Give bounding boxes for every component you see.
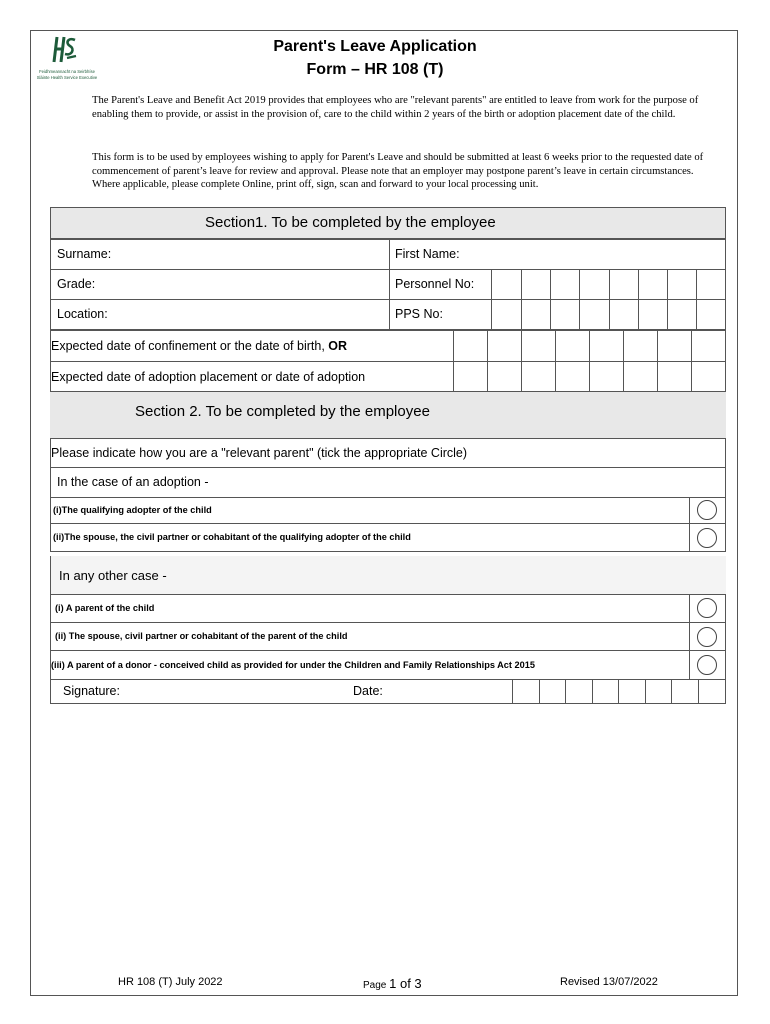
adoption-option-2-row <box>50 523 726 552</box>
confinement-date-input[interactable] <box>453 331 725 361</box>
other-option-1-radio[interactable] <box>697 598 717 618</box>
date-label: Date: <box>353 684 383 698</box>
surname-label: Surname: <box>57 247 112 261</box>
other-option-2-label: (ii) The spouse, civil partner or cohabitant of the parent of the child <box>55 631 348 641</box>
date-input[interactable] <box>512 680 724 703</box>
adoption-option-1-label: (i)The qualifying adopter of the child <box>53 505 212 515</box>
other-option-1-row <box>50 594 726 623</box>
first-name-label: First Name: <box>395 247 460 261</box>
other-option-3-radio[interactable] <box>697 655 717 675</box>
adoption-option-2-radio[interactable] <box>697 528 717 548</box>
confinement-date-label: Expected date of confinement or the date of birth, OR <box>51 339 348 353</box>
adoption-date-label: Expected date of adoption placement or date of adoption <box>51 370 366 384</box>
intro-paragraph-2: This form is to be used by employees wishing to apply for Parent's Leave and should be submitted at least 6 weeks prior to the requested date of commencement of parent’s leave for review and approval. Please note that an employer may postpone parent’s leave in certain circumstances. Where applicable, please complete Online, print off, sign, scan and forward to your local processing unit. <box>92 151 732 192</box>
relevant-parent-instructions: Please indicate how you are a "relevant parent" (tick the appropriate Circle) <box>50 438 726 468</box>
form-code-title: Form – HR 108 (T) <box>306 61 444 78</box>
other-option-3-label: (iii) A parent of a donor - conceived child as provided for under the Children and Family Relationships Act 2015 <box>51 660 535 670</box>
other-option-3-row <box>50 650 726 680</box>
form-title: Parent's Leave Application <box>273 38 477 55</box>
grade-label: Grade: <box>57 277 96 291</box>
intro-paragraph-1: The Parent's Leave and Benefit Act 2019 provides that employees who are "relevant parents" are entitled to leave from work for the purpose of enabling them to provide, or assist in the provision of, care to the child within 2 years of the birth or adoption placement date of the child. <box>92 95 699 120</box>
other-option-2-radio[interactable] <box>697 627 717 647</box>
section1-heading: Section1. To be completed by the employee <box>50 207 726 239</box>
section2-heading: Section 2. To be completed by the employee <box>50 392 726 438</box>
footer-page-number: Page 1 of 3 <box>363 976 422 991</box>
adoption-case-heading: In the case of an adoption - <box>50 467 726 498</box>
adoption-option-2-label: (ii)The spouse, the civil partner or cohabitant of the qualifying adopter of the child <box>53 532 411 542</box>
personnel-no-label: Personnel No: <box>395 277 475 291</box>
first-name-input[interactable] <box>470 240 724 269</box>
other-option-2-row <box>50 622 726 651</box>
surname-input[interactable] <box>115 240 385 269</box>
intro-paragraph-3: Where applicable, please complete Online, print off, sign, scan and forward to your local processing unit. <box>92 179 539 190</box>
adoption-date-input[interactable] <box>453 362 725 391</box>
pps-no-label: PPS No: <box>395 307 443 321</box>
signature-input[interactable] <box>130 680 340 703</box>
grade-input[interactable] <box>105 270 385 299</box>
other-option-1-label: (i) A parent of the child <box>55 603 155 613</box>
footer-revised-date: Revised 13/07/2022 <box>560 976 658 988</box>
adoption-option-1-radio[interactable] <box>697 500 717 520</box>
location-label: Location: <box>57 307 108 321</box>
location-input[interactable] <box>118 300 385 329</box>
personnel-no-input[interactable] <box>491 270 724 299</box>
hse-logo-icon <box>48 34 80 66</box>
logo-subtitle: Feidhmeannacht na Seirbhíse Sláinte Health Service Executive <box>36 69 98 80</box>
pps-no-input[interactable] <box>491 300 724 329</box>
adoption-option-1-row <box>50 497 726 524</box>
other-case-heading: In any other case - <box>50 556 726 594</box>
hse-logo <box>34 34 100 84</box>
signature-label: Signature: <box>63 684 120 698</box>
footer-form-code: HR 108 (T) July 2022 <box>118 976 223 988</box>
